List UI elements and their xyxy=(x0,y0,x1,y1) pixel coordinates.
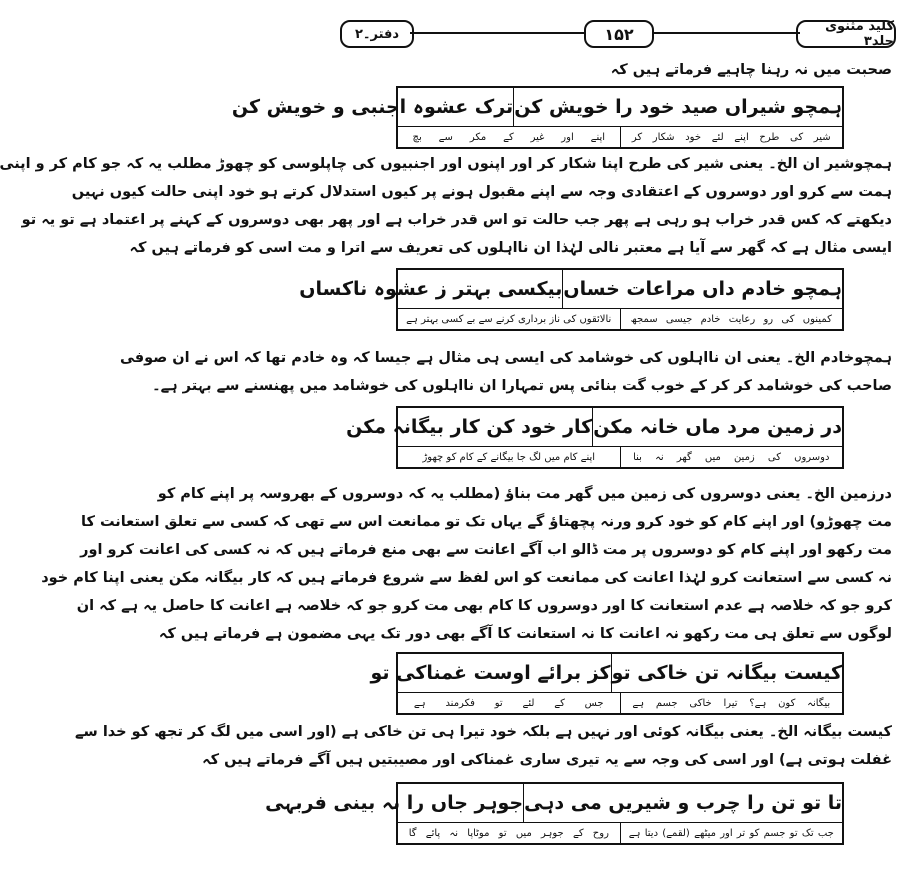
verse-hemistich-left: ترک عشوہ اجنبی و خویش کن xyxy=(232,88,514,126)
gloss-word: بیگانہ xyxy=(807,697,831,709)
paragraph-commentary-1 xyxy=(0,150,892,262)
text-line: ہمچوخادم الخ۔ یعنی ان نااہلوں کی خوشامد کی ایسی ہی مثال ہے جیسا کہ وہ خادم تھا کہ اس نے ان صوفی xyxy=(119,350,892,366)
gloss-word: بنا xyxy=(633,451,642,463)
page-number: ۱۵۲ xyxy=(604,24,634,44)
gloss-word: کی xyxy=(781,313,795,325)
gloss-right xyxy=(621,693,843,713)
gloss-word: کے xyxy=(503,131,514,143)
gloss-word: اپنے کام میں لگ جا بیگانے کے کام کو چھوڑ xyxy=(422,451,596,463)
gloss-word: دوسروں xyxy=(794,451,830,463)
gloss-word: تر xyxy=(736,827,746,839)
gloss-word: اور xyxy=(561,131,574,143)
gloss-word: جسم xyxy=(763,827,786,839)
paragraph-commentary-2 xyxy=(119,344,892,400)
text-line: دیکھتے کہ کس قدر خراب ہو رہی ہے پھر جب حالت تو اس قدر خراب ہے اور پھر بھی دوسروں کے کہنے پر اعتماد ہے تو یہ تو xyxy=(21,212,892,228)
gloss-right xyxy=(621,127,843,147)
page-number-box xyxy=(584,20,654,48)
verse-box-3 xyxy=(346,406,844,469)
gloss-word: رعایت xyxy=(728,313,756,325)
gloss-word: بچ xyxy=(412,131,422,143)
gloss-word: جسم xyxy=(655,697,678,709)
gloss-word: نہ xyxy=(655,451,664,463)
gloss-word: خاکی xyxy=(689,697,712,709)
gloss-word: خود xyxy=(685,131,702,143)
gloss-word: غیر xyxy=(530,131,545,143)
gloss-word: دیتا xyxy=(644,827,659,839)
gloss-word: لئے xyxy=(711,131,724,143)
text-line: درزمین الخ۔ یعنی دوسروں کی زمین میں گھر مت بناؤ (مطلب یہ کہ دوسروں کے بھروسہ پر اپنے کام کو xyxy=(157,486,892,502)
gloss-word: کون xyxy=(778,697,796,709)
gloss-word: ہے xyxy=(413,697,426,709)
verse-box-1 xyxy=(231,86,844,149)
gloss-word: تو xyxy=(789,827,798,839)
gloss-word: ہے؟ xyxy=(749,697,767,709)
gloss-word: جب xyxy=(817,827,834,839)
gloss-right xyxy=(621,447,843,467)
gloss-word: کو xyxy=(749,827,760,839)
gloss-word: ہے xyxy=(628,827,641,839)
gloss-left xyxy=(398,127,621,147)
gloss-word: کی xyxy=(789,131,804,143)
verse-hemistich-right: در زمین مرد ماں خانہ مکن xyxy=(593,416,842,438)
text-line: کرو جو کہ خلاصہ ہے عدم استعانت کا اور دوسروں کا کام بھی مت کرو جو کہ خلاصہ ہے اعانت کا حاصل یہ ہے کہ ان xyxy=(76,598,892,614)
gloss-word: زمین xyxy=(733,451,755,463)
text-line: صاحب کی خوشامد کر کر کے خوب گت بنائی پس تمہارا ان نااہلوں کی خوشامد میں پھنسنے سے بہتر ہے۔ xyxy=(152,378,892,394)
gloss-word: ہے xyxy=(632,697,645,709)
gloss-word: نالائقوں کی ناز برداری کرنے سے بے کسی بہتر ہے xyxy=(406,313,612,325)
gloss-word: کر xyxy=(631,131,643,143)
gloss-word: مکر xyxy=(469,131,487,143)
verse-hemistich-left: بیکسی بہتر ز عشوہ ناکساں xyxy=(299,270,563,308)
text-line: ہمچوشیر ان الخ۔ یعنی شیر کی طرح اپنا شکار کر اور اپنوں اور اجنبیوں کی چاپلوسی کو چھوڑ مطلب یہ کہ جو کام کر و اپنی xyxy=(0,156,892,172)
gloss-word: شکار xyxy=(652,131,675,143)
paragraph-commentary-3 xyxy=(41,480,892,648)
text-line: ہمت سے کرو اور دوسروں کے اعتقادی وجہ سے اپنے مقبول ہونے پر کیوں استدلال کرتے ہو خود اپنی حالت کیوں نہیں xyxy=(71,184,892,200)
gloss-word: پائے xyxy=(425,827,441,839)
gloss-word: کے xyxy=(554,697,565,709)
book-title: کلید مثنوی جلد۳ xyxy=(825,19,894,49)
gloss-right xyxy=(621,823,843,843)
gloss-left xyxy=(398,693,621,713)
gloss-word: گھر xyxy=(676,451,692,463)
verse-hemistich-left: کار خود کن کار بیگانہ مکن xyxy=(346,408,593,446)
gloss-word: خادم xyxy=(700,313,721,325)
gloss-left xyxy=(398,823,621,843)
verse-box-4 xyxy=(370,652,844,715)
gloss-word: سے xyxy=(438,131,453,143)
gloss-word: میں xyxy=(515,827,532,839)
verse-box-2 xyxy=(299,268,844,331)
section-box xyxy=(340,20,414,48)
verse-box-5 xyxy=(265,782,844,845)
gloss-word: سمجھ xyxy=(630,313,658,325)
text-line: ایسی مثال ہے کہ گھر سے آیا ہے معتبر نالی لہٰذا ان نااہلوں کی تعریف سے اترا و مت اسی کو فرماتے ہیں کہ xyxy=(129,240,892,256)
gloss-word: شیر xyxy=(813,131,831,143)
gloss-word: فکرمند xyxy=(445,697,475,709)
text-line: نہ کسی سے استعانت کرو لہٰذا اعانت کی ممانعت کو اس لفظ سے شروع فرماتے ہیں کہ کار بیگانہ مکن یعنی اپنا کام خود xyxy=(41,570,892,586)
gloss-word: اپنے xyxy=(734,131,749,143)
gloss-word: روح xyxy=(592,827,609,839)
header-rule-right xyxy=(652,32,800,34)
gloss-left xyxy=(398,309,621,329)
gloss-word: لئے xyxy=(522,697,535,709)
book-title-box xyxy=(796,20,896,48)
text-line: صحبت میں نہ رہنا چاہیے فرماتے ہیں کہ xyxy=(610,62,892,78)
gloss-word: جیسی xyxy=(665,313,693,325)
verse-hemistich-right: ہمچو خادم داں مراعات خساں xyxy=(563,278,842,300)
text-line: کیست بیگانہ الخ۔ یعنی بیگانہ کوئی اور نہیں ہے بلکہ خود تیرا ہی تن خاکی ہے (اور اسی میں لگ کر تجھ کو خدا سے xyxy=(75,724,892,740)
text-line: مت چھوڑو) اور اپنے کام کو خود کرو ورنہ پچھتاؤ گے یہاں تک تو ممانعت اس سے تھی کہ کسی سے تعلق استعانت کا xyxy=(81,514,892,530)
gloss-word: تو xyxy=(494,697,503,709)
gloss-right xyxy=(621,309,843,329)
gloss-word: میٹھے xyxy=(694,827,716,839)
verse-hemistich-left: کز برائے اوست غمناکی تو xyxy=(370,654,611,692)
gloss-left xyxy=(398,447,621,467)
verse-hemistich-left: جوہر جاں را نہ بینی فربہی xyxy=(265,784,524,822)
verse-hemistich-right: تا تو تن را چرب و شیریں می دہی xyxy=(524,792,842,814)
text-line: مت رکھو اور اپنے کام کو دوسروں پر مت ڈالو اب آگے اعانت سے بھی منع فرماتے ہیں کہ نہ کسی کی اعانت کرو اور xyxy=(80,542,892,558)
gloss-word: کی xyxy=(767,451,781,463)
text-line: لوگوں سے تعلق ہی مت رکھو نہ اعانت کا نہ استعانت کا آگے بھی دور تک یہی مضمون ہے فرماتے ہیں کہ xyxy=(158,626,892,642)
gloss-word: تیرا xyxy=(723,697,738,709)
gloss-word: نہ xyxy=(449,827,459,839)
gloss-word: طرح xyxy=(759,131,780,143)
gloss-word: تک xyxy=(801,827,814,839)
paragraph-intro xyxy=(344,56,892,84)
verse-hemistich-right: کیست بیگانہ تن خاکی تو xyxy=(611,662,842,684)
gloss-word: کمینوں xyxy=(802,313,832,325)
paragraph-commentary-4 xyxy=(75,718,892,774)
header-rule-left xyxy=(410,32,584,34)
gloss-word: تو xyxy=(498,827,507,839)
gloss-word: اور xyxy=(720,827,733,839)
gloss-word: موٹاپا xyxy=(467,827,490,839)
gloss-word: اپنے xyxy=(590,131,606,143)
text-line: غفلت ہوتی ہے) اور اسی کی وجہ سے یہ تیری ساری غمناکی اور مصیبتیں ہیں آگے فرماتے ہیں کہ xyxy=(202,752,892,768)
gloss-word: گا xyxy=(408,827,417,839)
gloss-word: جس xyxy=(584,697,604,709)
verse-hemistich-right: ہمچو شیراں صید خود را خویش کن xyxy=(514,96,842,118)
gloss-word: جوہر xyxy=(541,827,564,839)
gloss-word: رو xyxy=(763,313,774,325)
gloss-word: (لقمے) xyxy=(662,827,690,839)
section-label: دفتر۔۲ xyxy=(354,26,400,42)
gloss-word: کے xyxy=(572,827,584,839)
gloss-word: میں xyxy=(704,451,721,463)
